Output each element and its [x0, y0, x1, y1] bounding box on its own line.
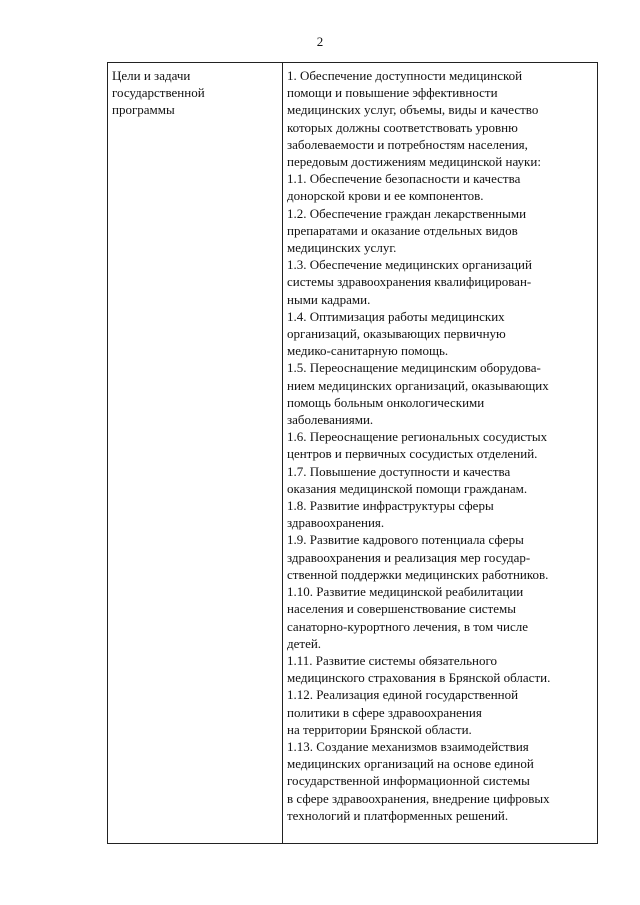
- content-line: ственной поддержки медицинских работников.: [287, 566, 549, 582]
- content-line: помощи и повышение эффективности: [287, 85, 498, 101]
- content-line: препаратами и оказание отдельных видов: [287, 222, 518, 238]
- content-line: здравоохранения.: [287, 515, 385, 531]
- table-content-cell: [283, 63, 597, 843]
- content-line: 1.7. Повышение доступности и качества: [287, 463, 511, 479]
- content-line: медицинских услуг.: [287, 240, 397, 256]
- content-line: 1.6. Переоснащение региональных сосудистых: [287, 429, 548, 445]
- content-line: центров и первичных сосудистых отделений.: [287, 446, 538, 462]
- content-line: донорской крови и ее компонентов.: [287, 188, 484, 204]
- content-line: системы здравоохранения квалифицирован-: [287, 274, 532, 290]
- content-line: 1.8. Развитие инфраструктуры сферы: [287, 498, 494, 514]
- page-number: 2: [316, 34, 324, 49]
- content-line: медицинских организаций на основе единой: [287, 756, 534, 772]
- content-line: в сфере здравоохранения, внедрение цифровых: [287, 790, 550, 806]
- content-line: технологий и платформенных решений.: [287, 807, 509, 823]
- content-line: 1.11. Развитие системы обязательного: [287, 652, 497, 668]
- content-line: медицинского страхования в Брянской области.: [287, 670, 551, 686]
- content-line: заболеваемости и потребностям населения,: [287, 136, 528, 152]
- content-line: 1.10. Развитие медицинской реабилитации: [287, 584, 524, 600]
- content-line: 1.5. Переоснащение медицинским оборудова-: [287, 360, 541, 376]
- label-line: программы: [112, 102, 175, 118]
- content-line: 1. Обеспечение доступности медицинской: [287, 68, 523, 83]
- content-line: медицинских услуг, объемы, виды и качество: [287, 102, 539, 118]
- content-line: оказания медицинской помощи гражданам.: [287, 480, 528, 496]
- content-line: 1.3. Обеспечение медицинских организаций: [287, 257, 532, 273]
- content-line: государственной информационной системы: [287, 773, 530, 789]
- content-line: детей.: [287, 635, 322, 651]
- content-line: политики в сфере здравоохранения: [287, 704, 482, 720]
- content-line: ными кадрами.: [287, 291, 371, 307]
- content-line: 1.1. Обеспечение безопасности и качества: [287, 171, 521, 187]
- content-line: здравоохранения и реализация мер государ-: [287, 549, 531, 565]
- content-line: медико-санитарную помощь.: [287, 343, 449, 359]
- label-line: Цели и задачи: [112, 68, 191, 83]
- content-line: передовым достижениям медицинской науки:: [287, 154, 541, 170]
- goals-table: [107, 62, 598, 844]
- content-line: нием медицинских организаций, оказывающих: [287, 377, 549, 393]
- content-line: организаций, оказывающих первичную: [287, 326, 506, 342]
- content-line: санаторно-курортного лечения, в том числе: [287, 618, 529, 634]
- content-line: 1.2. Обеспечение граждан лекарственными: [287, 205, 527, 221]
- content-line: помощь больным онкологическими: [287, 394, 485, 410]
- content-line: 1.13. Создание механизмов взаимодействия: [287, 738, 529, 754]
- table-label-cell: [108, 63, 283, 843]
- content-line: заболеваниями.: [287, 412, 374, 428]
- content-line: на территории Брянской области.: [287, 721, 472, 737]
- label-line: государственной: [112, 85, 205, 101]
- content-line: 1.4. Оптимизация работы медицинских: [287, 308, 505, 324]
- content-line: которых должны соответствовать уровню: [287, 119, 518, 135]
- content-line: 1.9. Развитие кадрового потенциала сферы: [287, 532, 524, 548]
- content-line: населения и совершенствование системы: [287, 601, 516, 617]
- content-line: 1.12. Реализация единой государственной: [287, 687, 519, 703]
